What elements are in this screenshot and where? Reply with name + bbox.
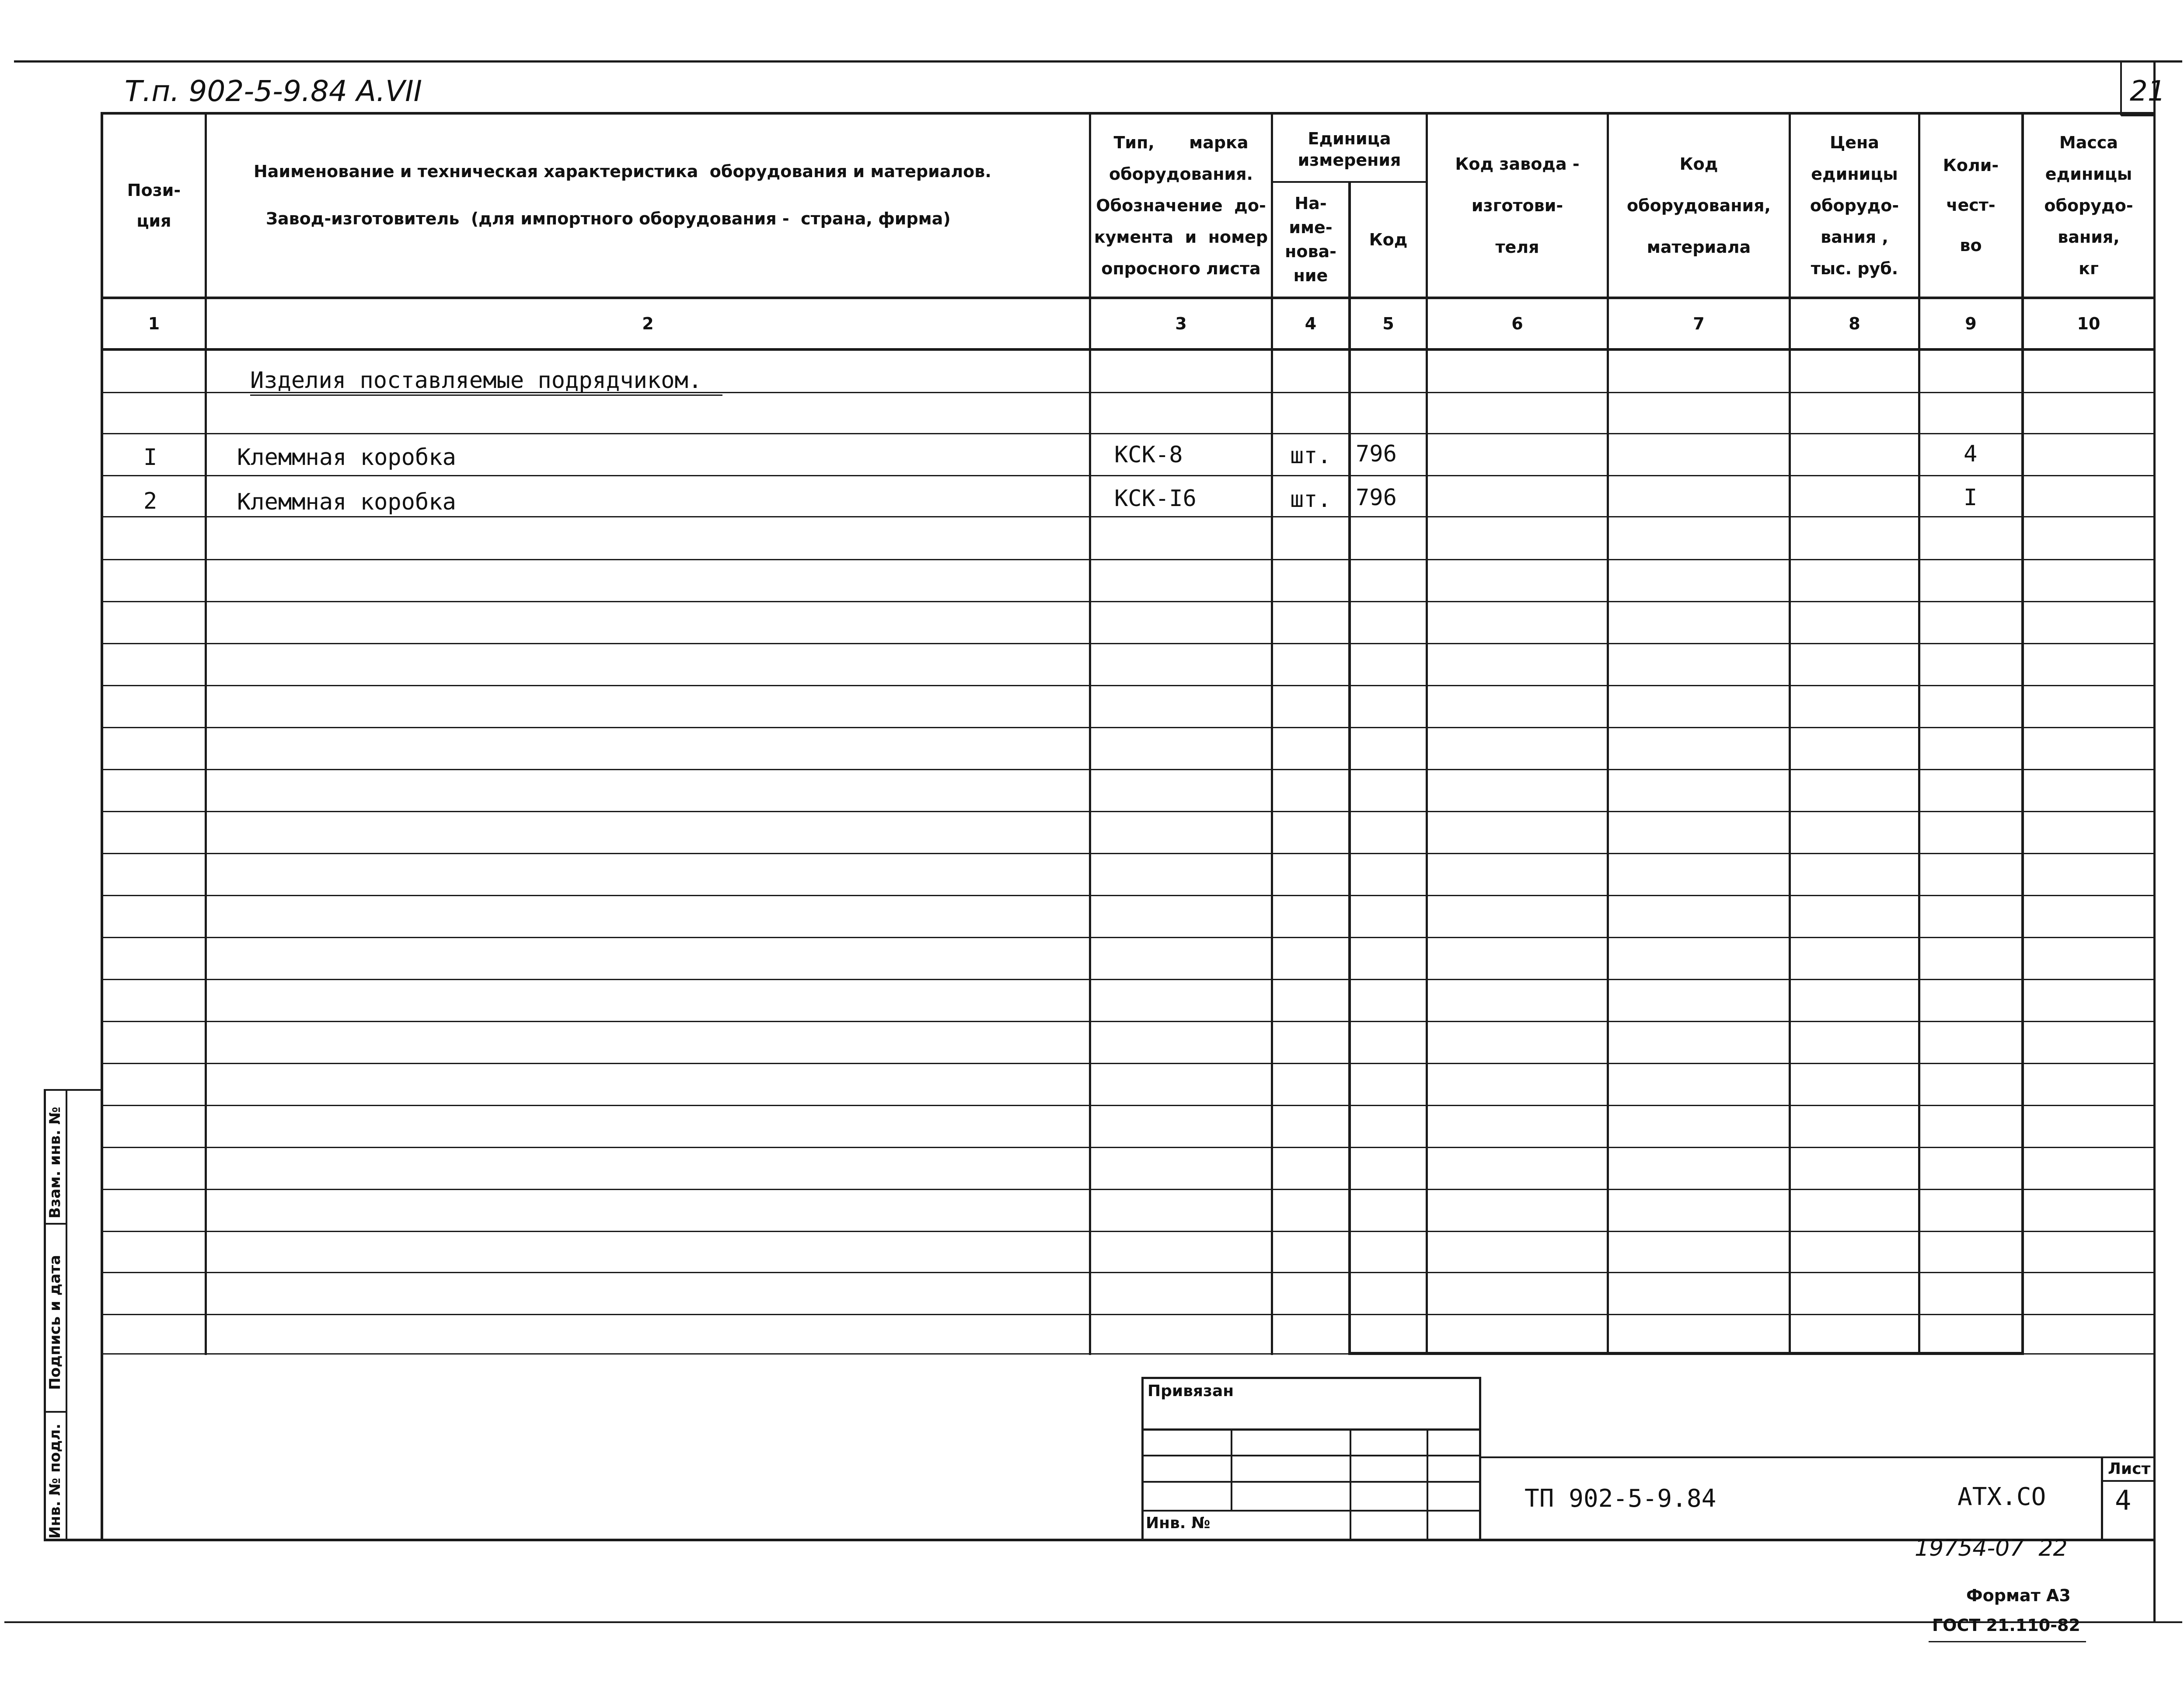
body-row-line	[103, 937, 2153, 938]
tb-inv-label: Инв. №	[1146, 1514, 1211, 1532]
tb-sheet-value: 4	[2115, 1484, 2132, 1516]
colnum-5: 5	[1382, 314, 1394, 333]
row2-type: КСК-I6	[1114, 485, 1197, 512]
col-header-quantity: Коли- чест- во	[1943, 156, 1999, 255]
col-header-mass: Масса единицы оборудо- вания, кг	[2044, 133, 2133, 279]
body-row-line	[103, 601, 2153, 602]
tb-doc-code: ТП 902-5-9.84	[1525, 1484, 1716, 1513]
format-label: Формат А3	[1966, 1586, 2071, 1605]
col-divider-5	[1348, 181, 1351, 1355]
body-row-line	[103, 1063, 2153, 1064]
body-row-line	[103, 433, 2153, 434]
body-row-line	[103, 1021, 2153, 1022]
colnum-1: 1	[148, 314, 160, 333]
project-ref: Т.п. 902-5-9.84 А.VII	[125, 74, 422, 108]
row1-unit: шт.	[1290, 443, 1331, 469]
body-row-line	[103, 769, 2153, 770]
stamp-replaced-inv: Взам. инв. №	[46, 1107, 64, 1219]
colnum-2: 2	[642, 314, 654, 333]
body-row-line	[103, 1272, 2153, 1273]
body-row-line	[103, 1231, 2153, 1232]
body-row-line	[103, 1314, 2153, 1315]
tb-sheet-divider	[2101, 1480, 2154, 1482]
body-row-line	[103, 1147, 2153, 1148]
section-title: Изделия поставляемые подрядчиком.	[250, 367, 702, 394]
tb-row-line-1	[1141, 1428, 1481, 1431]
body-row-line	[103, 559, 2153, 560]
body-row-line	[103, 727, 2153, 728]
row1-name: Клеммная коробка	[237, 444, 456, 471]
tb-sheet-left	[2101, 1456, 2103, 1540]
section-title-underline	[250, 395, 722, 396]
col-header-position: Пози- ция	[127, 180, 181, 230]
tb-attached-label: Привязан	[1148, 1382, 1234, 1400]
table-body-bottom	[101, 1353, 2153, 1355]
col-header-name-line2: Завод-изготовитель (для импортного оборудования - страна, фирма)	[266, 209, 951, 228]
col-header-unit-name: На- име- нова- ние	[1285, 193, 1336, 286]
stamp-top-line	[44, 1089, 103, 1091]
row1-position: I	[143, 444, 157, 471]
colnum-6: 6	[1511, 314, 1523, 333]
col-header-unit-code: Код	[1369, 230, 1408, 249]
body-row-line	[103, 853, 2153, 854]
body-row-line	[103, 643, 2153, 644]
body-row-line	[103, 811, 2153, 812]
body-row-line	[103, 1189, 2153, 1190]
frame-top-line	[14, 60, 2182, 63]
row1-type: КСК-8	[1114, 442, 1183, 468]
table-colnum-bottom	[101, 348, 2153, 351]
body-row-line	[103, 1105, 2153, 1106]
row2-unit: шт.	[1290, 486, 1331, 513]
tb-attached-top	[1141, 1377, 1481, 1379]
body-row-line	[103, 895, 2153, 896]
col-header-maker-code: Код завода - изготови- теля	[1455, 154, 1580, 257]
col-header-name-line1: Наименование и техническая характеристика оборудования и материалов.	[254, 162, 991, 181]
colnum-7: 7	[1693, 314, 1705, 333]
col-header-price: Цена единицы оборудо- вания , тыс. руб.	[1810, 133, 1899, 279]
col-header-unit-group: Единица измерения	[1298, 129, 1401, 170]
tb-row-line-3	[1141, 1481, 1481, 1483]
gost-label: ГОСТ 21.110-82	[1932, 1616, 2080, 1635]
tb-row-line-4	[1141, 1510, 1481, 1512]
tb-attached-left	[1141, 1377, 1144, 1540]
body-row-line	[103, 516, 2153, 517]
frame-right-line	[2153, 61, 2156, 1623]
colnum-4: 4	[1305, 314, 1317, 333]
stamp-divider-2	[44, 1411, 67, 1413]
stamp-original-inv: Инв. № подл.	[46, 1423, 64, 1539]
tb-col-line-1	[1231, 1428, 1232, 1510]
row2-position: 2	[143, 488, 157, 514]
row2-quantity: I	[1964, 485, 1978, 511]
body-row-line	[103, 979, 2153, 980]
page-number: 21	[2130, 75, 2166, 108]
stamp-mid-line	[66, 1089, 67, 1541]
archive-number: 19754-07 22	[1915, 1535, 2068, 1561]
colnum-10: 10	[2077, 314, 2100, 333]
tb-sheet-label: Лист	[2108, 1460, 2151, 1478]
body-row-line	[103, 685, 2153, 686]
colnum-9: 9	[1965, 314, 1977, 333]
tb-doc-mark: АТХ.СО	[1957, 1483, 2046, 1511]
tb-row-line-2	[1141, 1455, 1481, 1456]
col-header-type: Тип, марка оборудования. Обозначение до- кумента и номер опросного листа	[1094, 133, 1268, 279]
main-frame-bottom	[45, 1539, 2154, 1541]
tb-col-line-3	[1427, 1428, 1428, 1540]
gost-underline	[1929, 1641, 2086, 1642]
body-row-line	[103, 475, 2153, 476]
tb-col-line-2	[1350, 1428, 1351, 1540]
row2-code: 796	[1356, 485, 1397, 511]
stamp-left-line	[44, 1089, 46, 1541]
row2-name: Клеммная коробка	[237, 489, 456, 515]
page-number-box-left	[2120, 61, 2122, 115]
col-header-equipment-code: Код оборудования, материала	[1627, 154, 1771, 257]
colnum-8: 8	[1849, 314, 1860, 333]
row1-quantity: 4	[1964, 441, 1978, 467]
colnum-3: 3	[1175, 314, 1187, 333]
tb-attached-right	[1479, 1377, 1481, 1540]
frame-bottom-line	[4, 1621, 2182, 1623]
stamp-divider-1	[44, 1223, 67, 1225]
stamp-signature-date: Подпись и дата	[46, 1255, 64, 1390]
tb-main-top	[1479, 1456, 2154, 1458]
row1-code: 796	[1356, 441, 1397, 467]
